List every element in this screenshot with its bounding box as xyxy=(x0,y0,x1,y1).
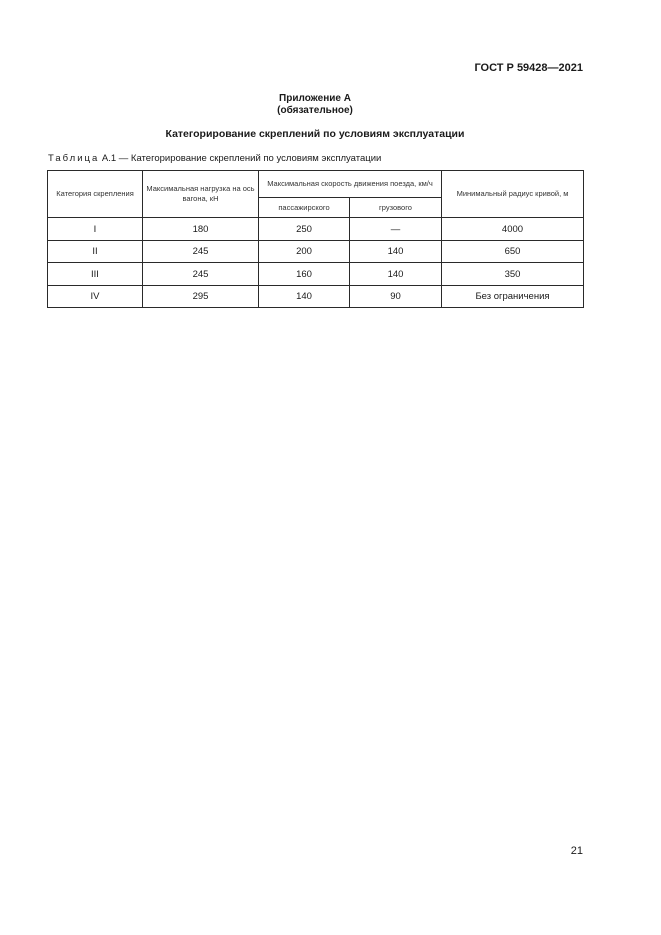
table-header-row xyxy=(48,171,584,198)
cell-axle-load: 245 xyxy=(143,263,259,286)
cell-speed-freight: — xyxy=(350,218,442,241)
standard-code: ГОСТ Р 59428—2021 xyxy=(474,62,583,74)
page-number: 21 xyxy=(570,845,583,857)
cell-min-radius: 650 xyxy=(442,241,584,263)
table-row xyxy=(48,241,584,263)
table-caption-prefix: Таблица xyxy=(48,153,100,164)
cell-speed-freight: 140 xyxy=(350,263,442,286)
cell-min-radius: 350 xyxy=(442,263,584,286)
cell-min-radius: 4000 xyxy=(442,218,584,241)
cell-speed-freight: 140 xyxy=(350,241,442,263)
cell-category: IV xyxy=(48,286,143,308)
cell-speed-passenger: 200 xyxy=(259,241,350,263)
appendix-title: Приложение А xyxy=(279,93,351,104)
table-caption-text: — Категорирование скреплений по условиям эксплуатации xyxy=(118,153,382,164)
cell-axle-load: 245 xyxy=(143,241,259,263)
fastening-category-table xyxy=(47,170,584,308)
section-title: Категорирование скреплений по условиям эксплуатации xyxy=(165,128,465,140)
cell-category: I xyxy=(48,218,143,241)
cell-axle-load: 295 xyxy=(143,286,259,308)
table-caption-number: А.1 xyxy=(101,153,117,164)
table-row xyxy=(48,218,584,241)
table-caption xyxy=(48,153,381,164)
table-row xyxy=(48,286,584,308)
appendix-status: (обязательное) xyxy=(277,105,353,116)
cell-speed-passenger: 140 xyxy=(259,286,350,308)
table-row xyxy=(48,263,584,286)
header-axle-load: Максимальная нагрузка на ось вагона, кН xyxy=(143,171,259,218)
header-speed-passenger: пассажирского xyxy=(259,198,350,218)
cell-axle-load: 180 xyxy=(143,218,259,241)
header-category: Категория скрепления xyxy=(48,171,143,218)
cell-min-radius: Без ограничения xyxy=(442,286,584,308)
cell-speed-freight: 90 xyxy=(350,286,442,308)
cell-speed-passenger: 250 xyxy=(259,218,350,241)
header-speed-group: Максимальная скорость движения поезда, км/ч xyxy=(259,171,442,198)
appendix-heading xyxy=(0,93,630,117)
cell-category: II xyxy=(48,241,143,263)
header-speed-freight: грузового xyxy=(350,198,442,218)
cell-category: III xyxy=(48,263,143,286)
header-min-radius: Минимальный радиус кривой, м xyxy=(442,171,584,218)
cell-speed-passenger: 160 xyxy=(259,263,350,286)
